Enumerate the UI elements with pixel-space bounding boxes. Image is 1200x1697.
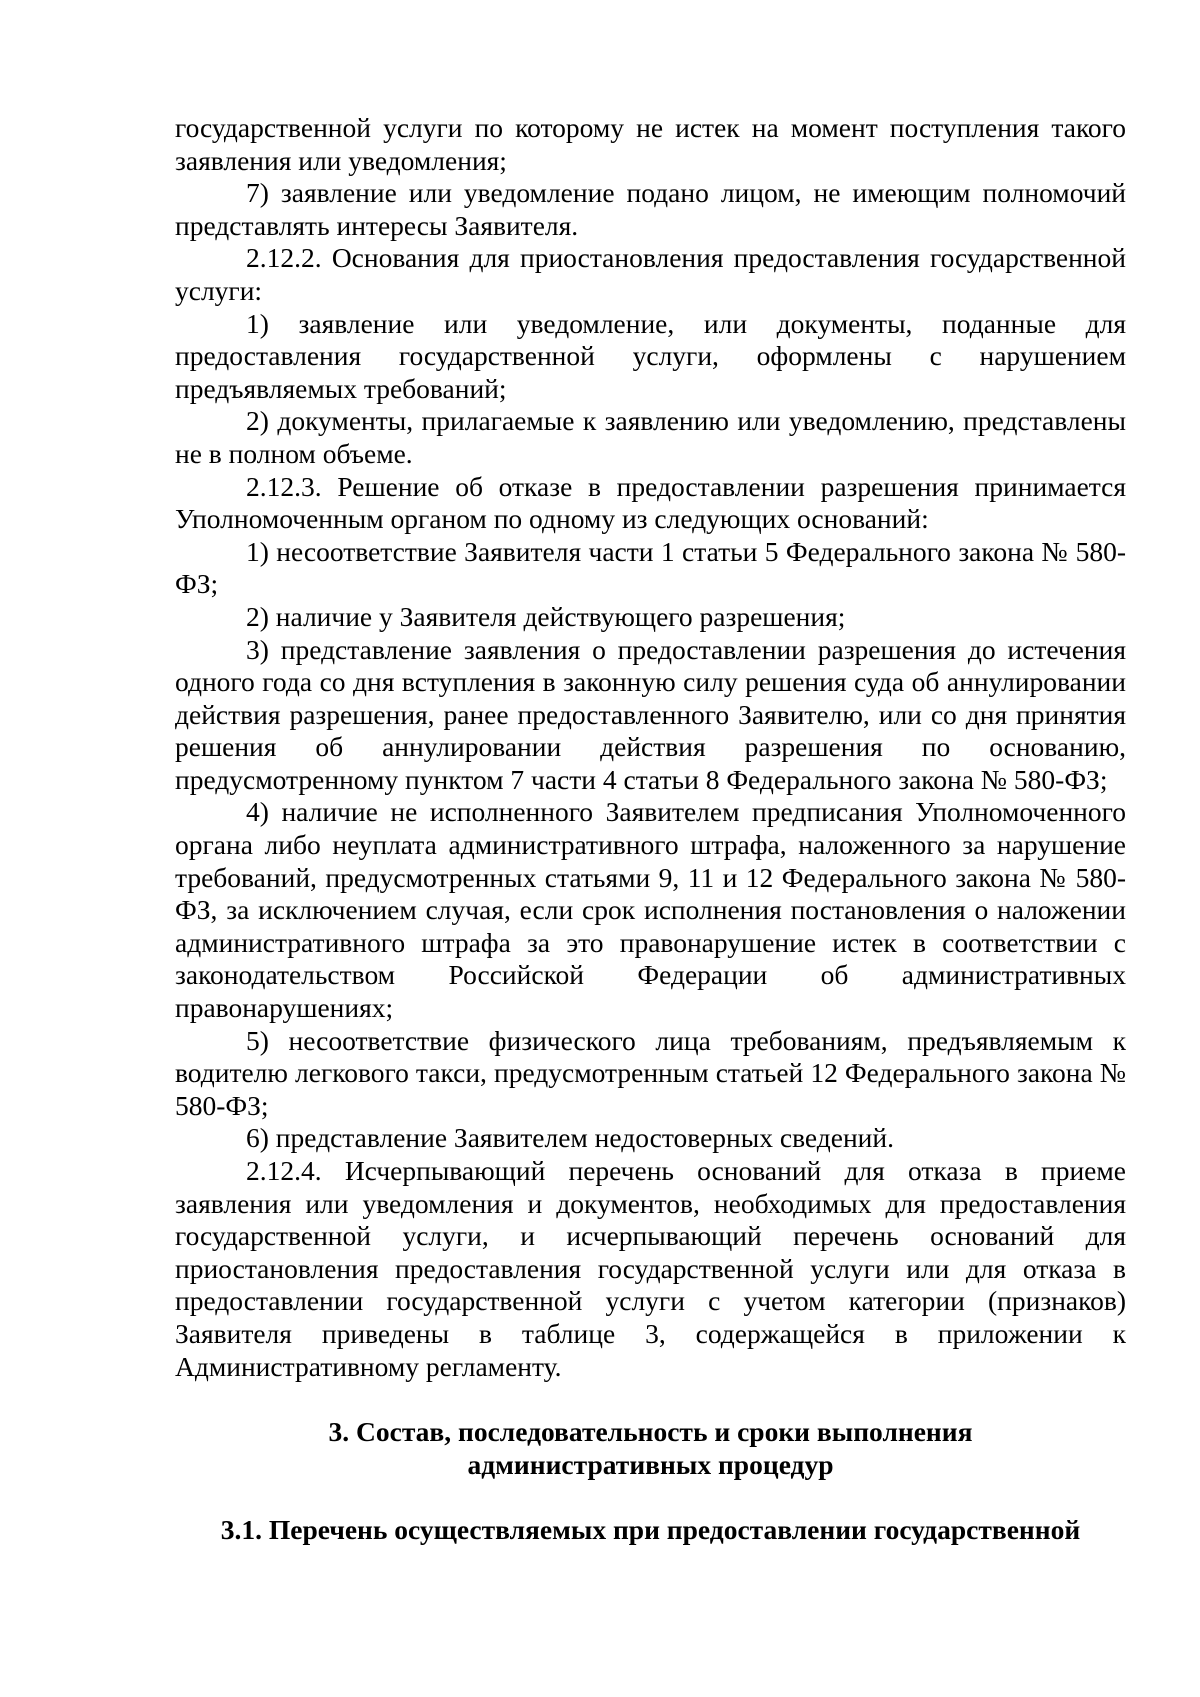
clause-2-12-3: 2.12.3. Решение об отказе в предоставлении разрешения принимается Уполномоченным органом по одному из следующих оснований: (175, 470, 1126, 535)
list-item-1-suspension: 1) заявление или уведомление, или документы, поданные для предоставления государственной услуги, оформлены с нарушением предъявляемых требований; (175, 307, 1126, 404)
list-item-5-refusal: 5) несоответствие физического лица требованиям, предъявляемым к водителю легкового такси, предусмотренным статьей 12 Федерального закона № 580-ФЗ; (175, 1024, 1126, 1121)
paragraph-continuation: государственной услуги по которому не истек на момент поступления такого заявления или уведомления; (175, 112, 1126, 176)
list-item-2-suspension: 2) документы, прилагаемые к заявлению или уведомлению, представлены не в полном объеме. (175, 405, 1126, 469)
list-item-7: 7) заявление или уведомление подано лицом, не имеющим полномочий представлять интересы Заявителя. (175, 177, 1126, 241)
list-item-1-refusal: 1) несоответствие Заявителя части 1 статьи 5 Федерального закона № 580-ФЗ; (175, 535, 1126, 600)
list-item-6-refusal: 6) представление Заявителем недостоверных сведений. (246, 1122, 894, 1154)
list-item-2-refusal: 2) наличие у Заявителя действующего разрешения; (246, 600, 846, 632)
subsection-heading: 3.1. Перечень осуществляемых при предоставлении государственной (220, 1514, 1081, 1546)
clause-2-12-2: 2.12.2. Основания для приостановления предоставления государственной услуги: (175, 242, 1126, 306)
document-body (175, 112, 1126, 1547)
section-heading-line-2: административных процедур (467, 1448, 834, 1480)
list-item-3-refusal: 3) представление заявления о предоставлении разрешения до истечения одного года со дня вступления в законную силу решения суда об аннулировании действия разрешения, ранее предоставленного Заявителю, или со дня принятия решения об аннулировании действия разрешения по основанию, предусмотренному пунктом 7 части 4 статьи 8 Федерального закона № 580-ФЗ; (175, 633, 1126, 795)
section-heading (175, 1416, 1126, 1481)
list-item-4-refusal: 4) наличие не исполненного Заявителем предписания Уполномоченного органа либо неуплата административного штрафа, наложенного за нарушение требований, предусмотренных статьями 9, 11 и 12 Федерального закона № 580-ФЗ, за исключением случая, если срок исполнения постановления о наложении административного штрафа за это правонарушение истек в соответствии с законодательством Российской Федерации об административных правонарушениях; (175, 796, 1126, 1024)
clause-2-12-4: 2.12.4. Исчерпывающий перечень оснований для отказа в приеме заявления или уведомления и документов, необходимых для предоставления государственной услуги, и исчерпывающий перечень оснований для приостановления предоставления государственной услуги или для отказа в предоставлении государственной услуги с учетом категории (признаков) Заявителя приведены в таблице 3, содержащейся в приложении к Административному регламенту. (175, 1155, 1126, 1382)
section-heading-line-1: 3. Состав, последовательность и сроки выполнения (328, 1416, 973, 1448)
